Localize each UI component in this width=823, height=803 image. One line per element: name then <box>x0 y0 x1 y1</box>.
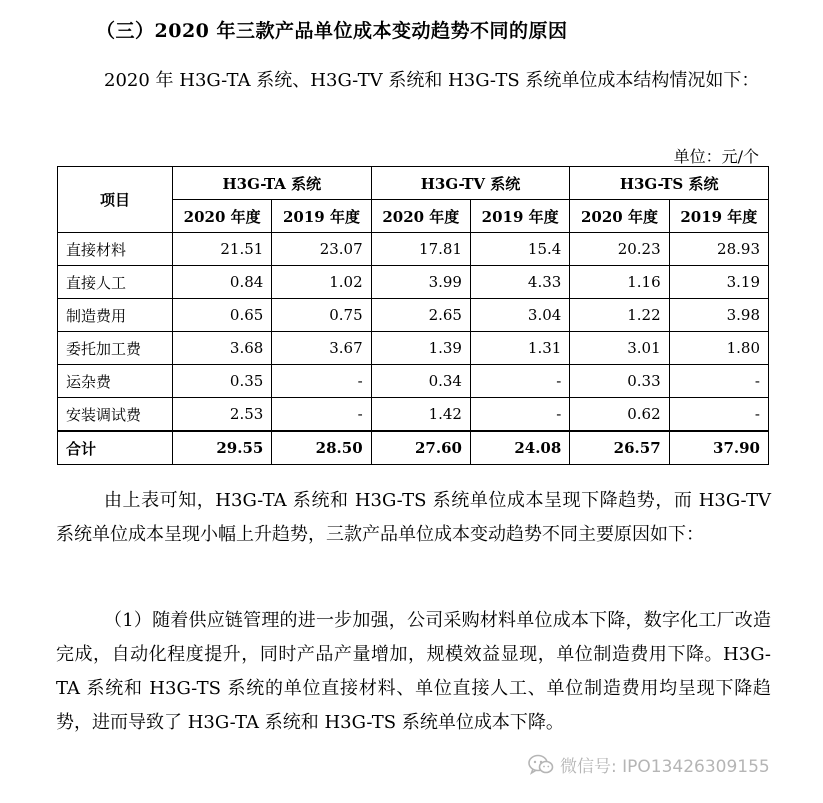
row-label: 委托加工费 <box>58 332 173 365</box>
table-row <box>58 398 769 432</box>
total-cell: 24.08 <box>470 431 569 465</box>
table-cell: 20.23 <box>570 233 669 266</box>
table-cell: 0.33 <box>570 365 669 398</box>
table-cell: 3.04 <box>470 299 569 332</box>
table-cell: 23.07 <box>272 233 371 266</box>
total-cell: 37.90 <box>669 431 768 465</box>
table-cell: - <box>669 398 768 432</box>
table-cell: 4.33 <box>470 266 569 299</box>
table-group-header-row <box>58 167 769 200</box>
table-cell: - <box>272 398 371 432</box>
table-cell: 1.22 <box>570 299 669 332</box>
group-header-ts: H3G-TS 系统 <box>570 167 769 200</box>
item-header: 项目 <box>58 167 173 233</box>
table-cell: - <box>272 365 371 398</box>
row-label: 直接材料 <box>58 233 173 266</box>
table-cell: - <box>669 365 768 398</box>
table-cell: 3.67 <box>272 332 371 365</box>
table-row <box>58 299 769 332</box>
unit-note: 单位：元/个 <box>673 147 759 166</box>
summary-paragraph: 由上表可知，H3G-TA 系统和 H3G-TS 系统单位成本呈现下降趋势，而 H3G-TV 系统单位成本呈现小幅上升趋势，三款产品单位成本变动趋势不同主要原因如下： <box>56 490 771 545</box>
watermark-text: 微信号: IPO13426309155 <box>560 757 770 777</box>
wechat-watermark <box>528 752 770 777</box>
table-row <box>58 365 769 398</box>
table-cell: 3.68 <box>173 332 272 365</box>
total-cell: 26.57 <box>570 431 669 465</box>
table-cell: 2.65 <box>371 299 470 332</box>
intro-paragraph: 2020 年 H3G-TA 系统、H3G-TV 系统和 H3G-TS 系统单位成本结构情况如下： <box>104 70 760 91</box>
table-cell: 1.02 <box>272 266 371 299</box>
table-row <box>58 332 769 365</box>
year-header: 2020 年度 <box>570 200 669 233</box>
group-header-tv: H3G-TV 系统 <box>371 167 570 200</box>
table-cell: 0.34 <box>371 365 470 398</box>
table-cell: - <box>470 365 569 398</box>
total-cell: 28.50 <box>272 431 371 465</box>
table-cell: 1.31 <box>470 332 569 365</box>
table-cell: 3.01 <box>570 332 669 365</box>
table-cell: 28.93 <box>669 233 768 266</box>
table-cell: 0.84 <box>173 266 272 299</box>
year-header: 2019 年度 <box>272 200 371 233</box>
year-header: 2019 年度 <box>669 200 768 233</box>
table-cell: 3.99 <box>371 266 470 299</box>
table-cell: 15.4 <box>470 233 569 266</box>
table-cell: 2.53 <box>173 398 272 432</box>
total-label: 合计 <box>58 431 173 465</box>
row-label: 安装调试费 <box>58 398 173 432</box>
year-header: 2020 年度 <box>173 200 272 233</box>
total-row <box>58 431 769 465</box>
table-cell: 0.62 <box>570 398 669 432</box>
table-cell: 1.16 <box>570 266 669 299</box>
table-cell: 1.39 <box>371 332 470 365</box>
wechat-icon <box>528 754 554 776</box>
total-cell: 29.55 <box>173 431 272 465</box>
table-cell: 0.75 <box>272 299 371 332</box>
unit-cost-table <box>57 166 769 465</box>
section-heading: （三）2020 年三款产品单位成本变动趋势不同的原因 <box>96 20 568 42</box>
table-cell: 3.19 <box>669 266 768 299</box>
table-cell: 1.42 <box>371 398 470 432</box>
table-cell: 21.51 <box>173 233 272 266</box>
row-label: 制造费用 <box>58 299 173 332</box>
table-cell: 1.80 <box>669 332 768 365</box>
total-cell: 27.60 <box>371 431 470 465</box>
reason-1-paragraph: （1）随着供应链管理的进一步加强，公司采购材料单位成本下降，数字化工厂改造完成，自动化程度提升，同时产品产量增加，规模效益显现，单位制造费用下降。H3G-TA 系统和 H3G-TS 系统的单位直接材料、单位直接人工、单位制造费用均呈现下降趋势，进而导致了 H3G-TA 系统和 H3G-TS 系统单位成本下降。 <box>56 610 771 733</box>
table-cell: 3.98 <box>669 299 768 332</box>
table-cell: 0.65 <box>173 299 272 332</box>
table-row <box>58 266 769 299</box>
table-cell: - <box>470 398 569 432</box>
row-label: 直接人工 <box>58 266 173 299</box>
year-header: 2020 年度 <box>371 200 470 233</box>
table-cell: 0.35 <box>173 365 272 398</box>
group-header-ta: H3G-TA 系统 <box>173 167 372 200</box>
row-label: 运杂费 <box>58 365 173 398</box>
table-cell: 17.81 <box>371 233 470 266</box>
year-header: 2019 年度 <box>470 200 569 233</box>
table-row <box>58 233 769 266</box>
